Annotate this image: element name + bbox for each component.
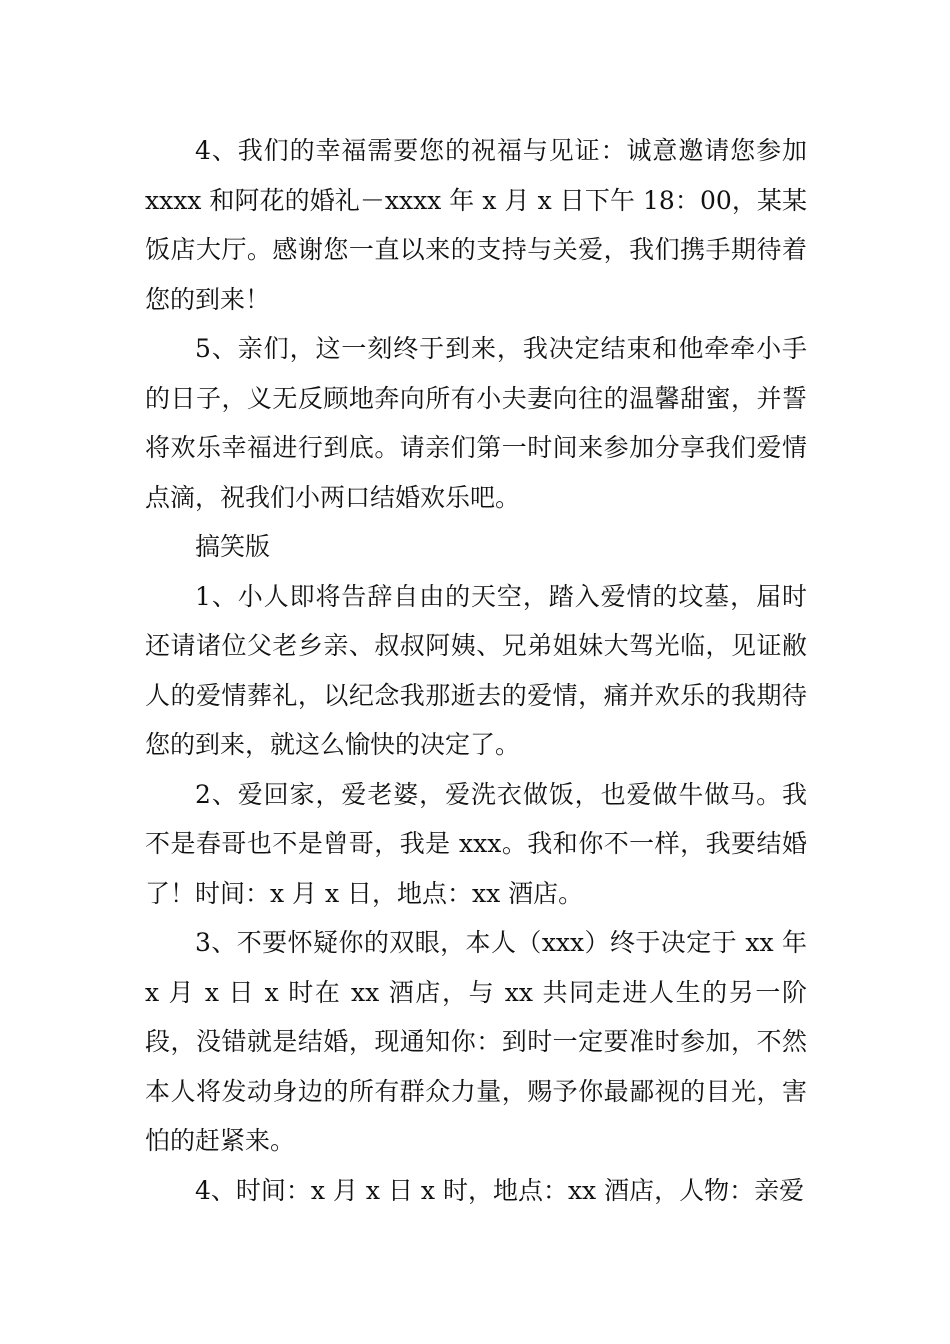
paragraph-funny-2: 2、爱回家，爱老婆，爱洗衣做饭，也爱做牛做马。我不是春哥也不是曾哥，我是 xxx。我和你不一样，我要结婚了！时间：x 月 x 日，地点：xx 酒店。 (145, 779, 807, 908)
section-heading-funny: 搞笑版 (195, 532, 271, 561)
document-body (145, 126, 807, 1215)
paragraph-funny-4: 4、时间：x 月 x 日 x 时，地点：xx 酒店，人物：亲爱 (195, 1175, 805, 1205)
paragraph-funny-3: 3、不要怀疑你的双眼，本人（xxx）终于决定于 xx 年 x 月 x 日 x 时在 xx 酒店，与 xx 共同走进人生的另一阶段，没错就是结婚，现通知你：到时一定要准时参加，不然本人将发动身边的所有群众力量，赐予你最鄙视的目光，害怕的赶紧来。 (145, 928, 807, 1155)
paragraph-invitation-4: 4、我们的幸福需要您的祝福与见证：诚意邀请您参加 xxxx 和阿花的婚礼－xxxx 年 x 月 x 日下午 18：00，某某饭店大厅。感谢您一直以来的支持与关爱，我们携手期待着您的到来！ (145, 136, 807, 314)
paragraph-funny-1: 1、小人即将告辞自由的天空，踏入爱情的坟墓，届时还请诸位父老乡亲、叔叔阿姨、兄弟姐妹大驾光临，见证敝人的爱情葬礼，以纪念我那逝去的爱情，痛并欢乐的我期待您的到来，就这么愉快的决定了。 (145, 581, 807, 759)
paragraph-invitation-5: 5、亲们，这一刻终于到来，我决定结束和他牵牵小手的日子，义无反顾地奔向所有小夫妻向往的温馨甜蜜，并誓将欢乐幸福进行到底。请亲们第一时间来参加分享我们爱情点滴，祝我们小两口结婚欢乐吧。 (145, 334, 807, 512)
